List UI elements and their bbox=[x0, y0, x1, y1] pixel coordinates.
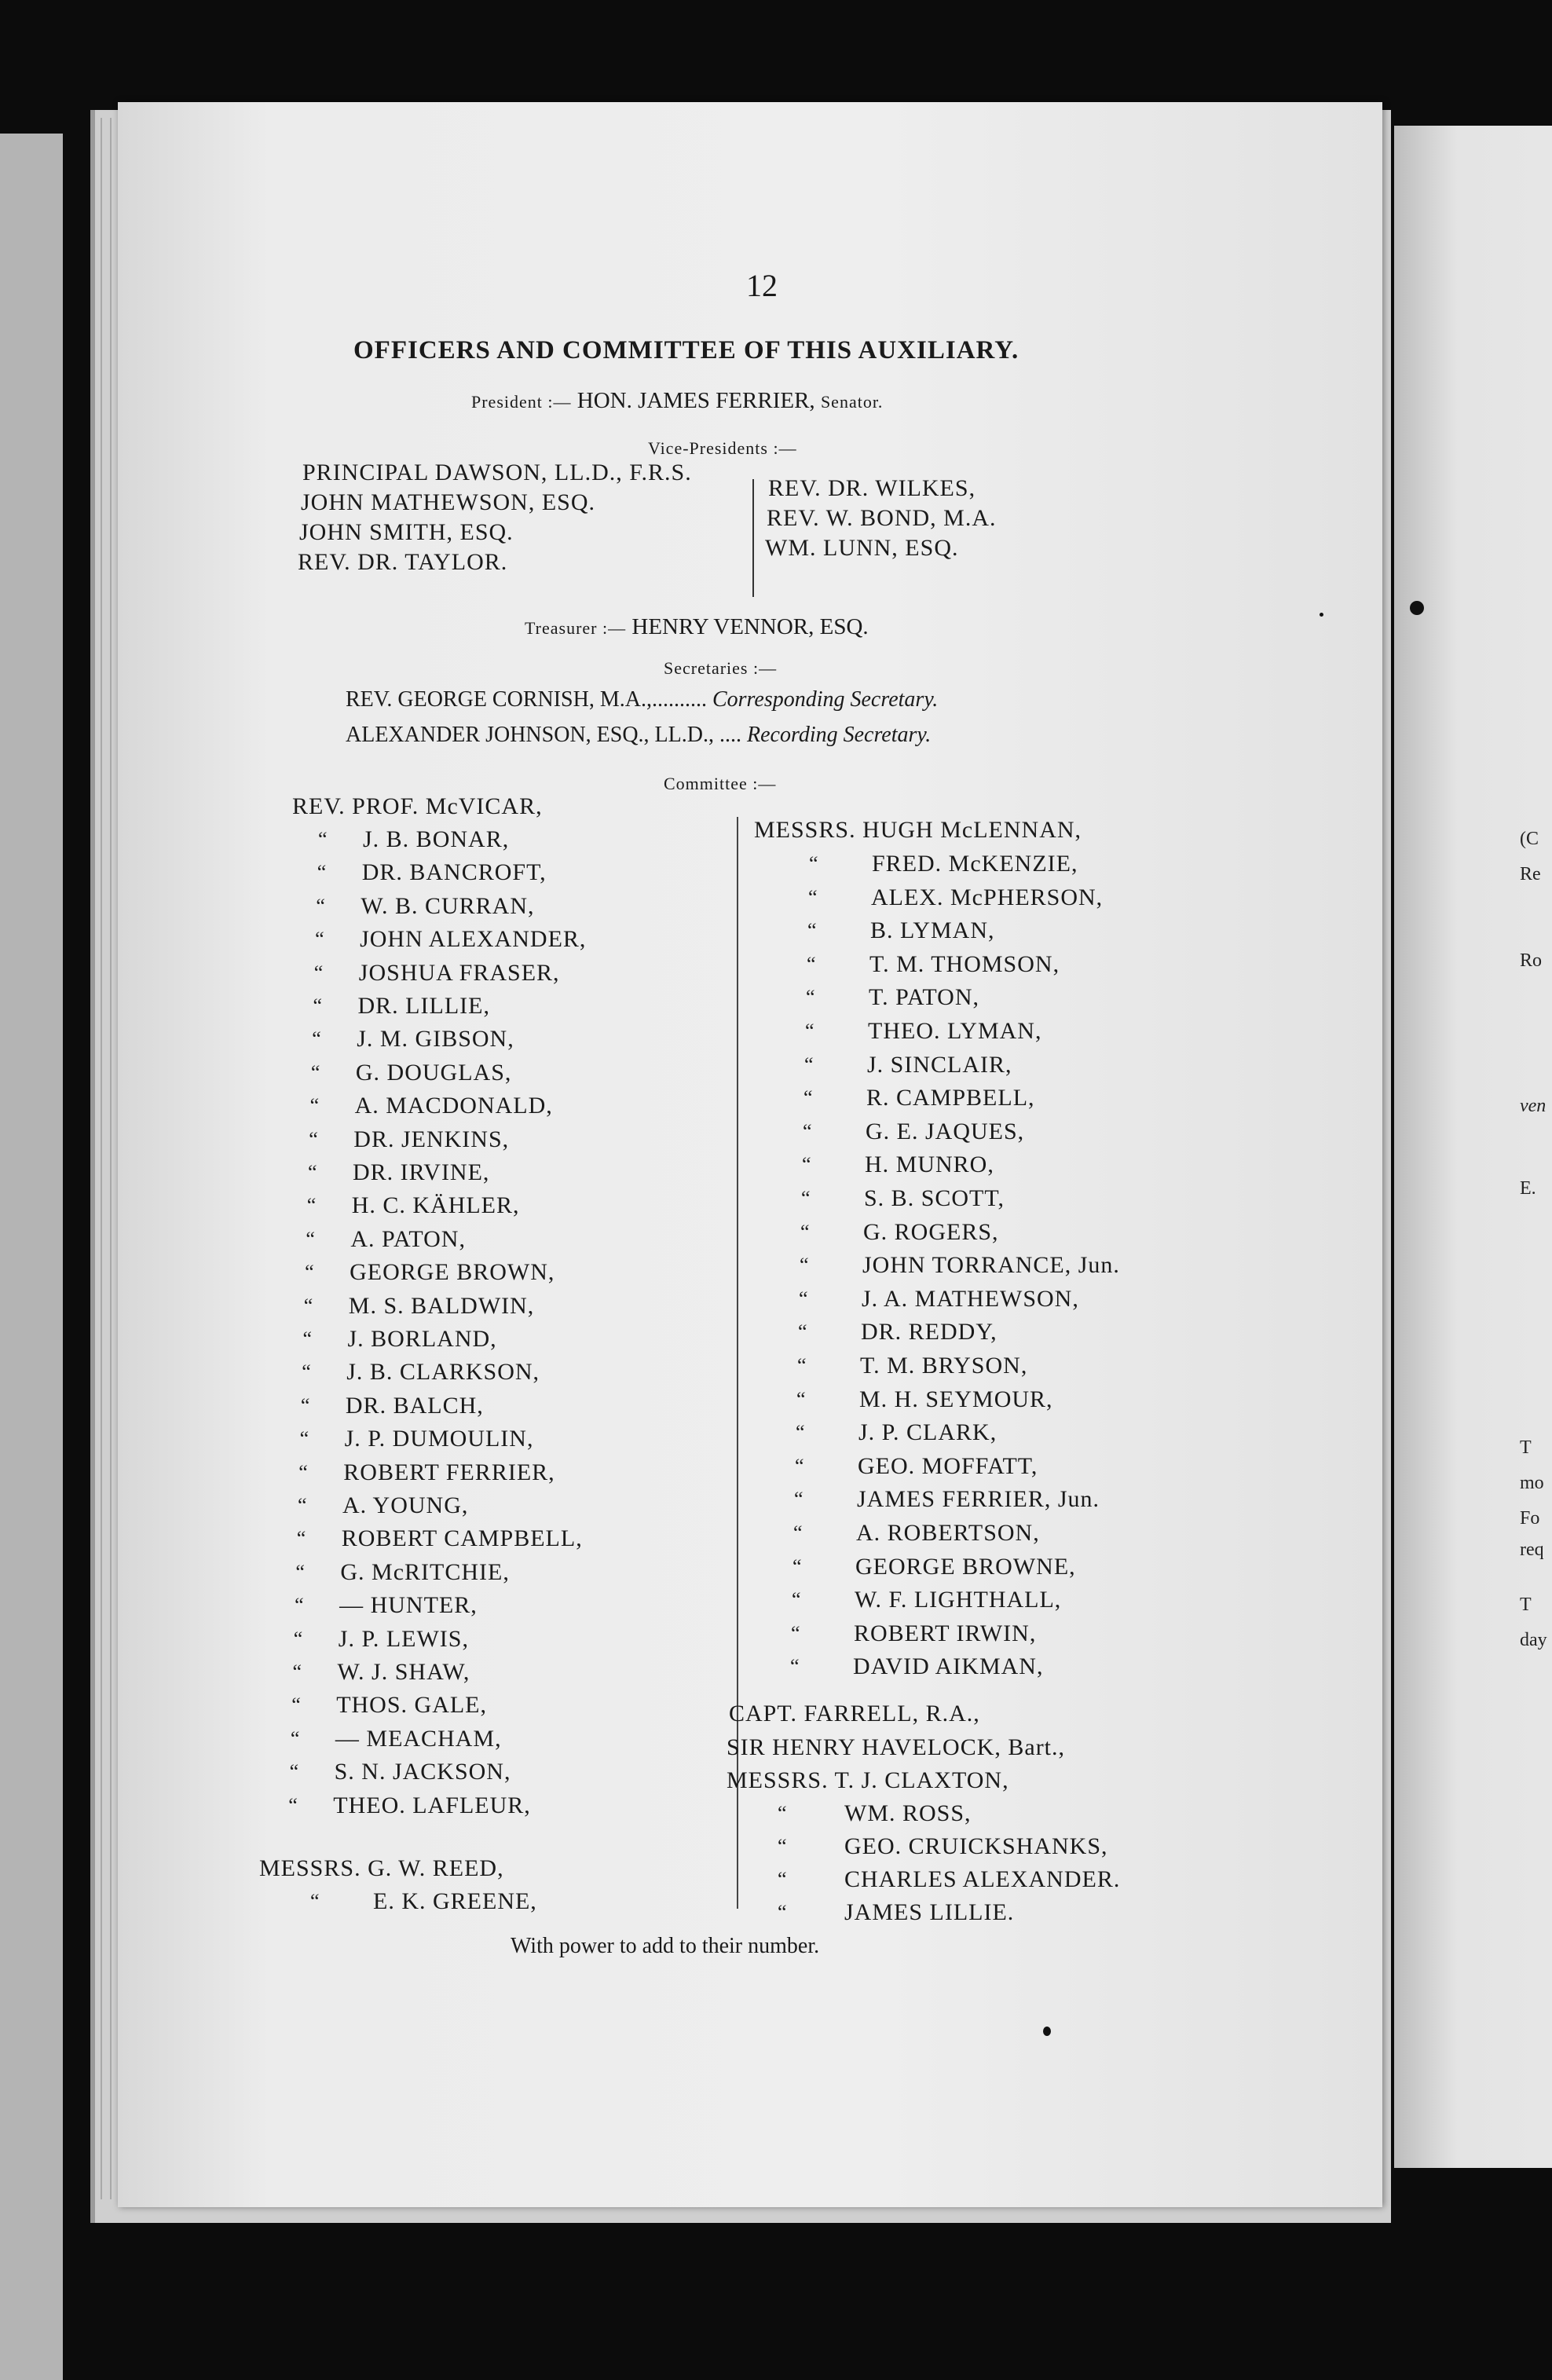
ditto-mark: “ bbox=[309, 1127, 318, 1151]
ink-spot bbox=[1320, 613, 1323, 617]
page-number: 12 bbox=[746, 268, 778, 303]
ditto-mark: “ bbox=[303, 1294, 313, 1317]
ditto-mark: “ bbox=[306, 1227, 315, 1250]
committee-member: CHARLES ALEXANDER. bbox=[844, 1866, 1121, 1892]
adjacent-page-right bbox=[1394, 126, 1552, 2168]
footer-note: With power to add to their number. bbox=[511, 1934, 820, 1958]
ditto-mark: “ bbox=[302, 1327, 313, 1350]
committee-member: G. E. JAQUES, bbox=[866, 1118, 1025, 1144]
committee-member: GEO. CRUICKSHANKS, bbox=[844, 1833, 1108, 1859]
committee-member: A. YOUNG, bbox=[342, 1492, 469, 1518]
adjacent-page-text: ven bbox=[1520, 1096, 1547, 1116]
committee-member: THEO. LYMAN, bbox=[868, 1018, 1042, 1044]
committee-member: H. MUNRO, bbox=[865, 1152, 994, 1178]
ditto-mark: “ bbox=[308, 1161, 317, 1184]
committee-member: JAMES LILLIE. bbox=[844, 1899, 1015, 1925]
ditto-mark: “ bbox=[805, 1020, 814, 1042]
committee-member: MESSRS. G. W. REED, bbox=[259, 1855, 504, 1881]
page-edge-line bbox=[110, 118, 112, 2199]
ditto-mark: “ bbox=[806, 986, 815, 1009]
committee-member: THOS. GALE, bbox=[336, 1692, 488, 1719]
committee-member: S. N. JACKSON, bbox=[334, 1759, 511, 1785]
ditto-mark: “ bbox=[315, 928, 324, 951]
committee-member: J. M. GIBSON, bbox=[357, 1026, 514, 1053]
committee-member: R. CAMPBELL, bbox=[866, 1085, 1035, 1111]
committee-member: — MEACHAM, bbox=[335, 1725, 502, 1752]
committee-member: CAPT. FARRELL, R.A., bbox=[729, 1701, 980, 1726]
vice-president: PRINCIPAL DAWSON, LL.D., F.R.S. bbox=[302, 460, 692, 485]
committee-member: A. PATON, bbox=[350, 1225, 466, 1252]
committee-member: G. McRITCHIE, bbox=[340, 1558, 510, 1585]
adjacent-page-text: Ro bbox=[1520, 950, 1543, 971]
committee-member: S. B. SCOTT, bbox=[864, 1185, 1005, 1211]
ditto-mark: “ bbox=[298, 1494, 307, 1517]
ditto-mark: “ bbox=[798, 1320, 807, 1344]
committee-member: DR. LILLIE, bbox=[357, 993, 490, 1019]
committee-member: E. K. GREENE, bbox=[373, 1888, 537, 1914]
president-name: HON. JAMES FERRIER, bbox=[577, 388, 815, 413]
treasurer-name: HENRY VENNOR, ESQ. bbox=[631, 614, 869, 639]
committee-member: ROBERT IRWIN, bbox=[854, 1620, 1037, 1646]
committee-member: DR. BALCH, bbox=[345, 1392, 484, 1419]
ditto-mark: “ bbox=[800, 1254, 809, 1277]
ditto-mark: “ bbox=[309, 1094, 320, 1118]
ditto-mark: “ bbox=[310, 1060, 320, 1084]
committee-member: J. A. MATHEWSON, bbox=[862, 1285, 1079, 1312]
ditto-mark: “ bbox=[792, 1554, 802, 1578]
adjacent-page-text: T bbox=[1520, 1437, 1532, 1458]
committee-member: ROBERT FERRIER, bbox=[343, 1459, 555, 1485]
ditto-mark: “ bbox=[799, 1287, 808, 1310]
committee-member: G. ROGERS, bbox=[863, 1218, 999, 1245]
ditto-mark: “ bbox=[296, 1527, 306, 1551]
ditto-mark: “ bbox=[316, 894, 325, 917]
ditto-mark: “ bbox=[318, 828, 328, 851]
committee-member: GEO. MOFFATT, bbox=[858, 1452, 1038, 1479]
adjacent-page-text: day bbox=[1520, 1630, 1547, 1650]
adjacent-page-text: mo bbox=[1520, 1473, 1544, 1493]
committee-member: THEO. LAFLEUR, bbox=[333, 1792, 531, 1818]
committee-member: DR. REDDY, bbox=[861, 1319, 997, 1346]
ditto-mark: “ bbox=[803, 1119, 812, 1143]
ditto-mark: “ bbox=[292, 1661, 302, 1683]
committee-member: A. MACDONALD, bbox=[354, 1093, 553, 1119]
ditto-mark: “ bbox=[793, 1521, 803, 1544]
vice-president: REV. W. BOND, M.A. bbox=[767, 505, 997, 531]
adjacent-page-edge-left bbox=[0, 134, 63, 2380]
ditto-mark: “ bbox=[807, 952, 816, 976]
committee-member: T. M. THOMSON, bbox=[869, 950, 1060, 977]
ditto-mark: “ bbox=[803, 1086, 813, 1110]
ditto-mark: “ bbox=[796, 1387, 806, 1411]
secretary-row bbox=[346, 723, 931, 748]
secretary-role: Corresponding Secretary. bbox=[712, 687, 939, 712]
committee-member: A. ROBERTSON, bbox=[856, 1520, 1040, 1546]
committee-member: MESSRS. T. J. CLAXTON, bbox=[727, 1767, 1009, 1793]
ditto-mark: “ bbox=[299, 1427, 309, 1451]
vice-president: REV. DR. TAYLOR. bbox=[298, 549, 508, 575]
committee-member: W. J. SHAW, bbox=[337, 1659, 470, 1685]
committee-member: T. M. BRYSON, bbox=[860, 1353, 1028, 1379]
vice-president: REV. DR. WILKES, bbox=[768, 475, 976, 501]
vice-president: JOHN MATHEWSON, ESQ. bbox=[301, 489, 596, 515]
committee-member: DAVID AIKMAN, bbox=[853, 1653, 1044, 1680]
ditto-mark: “ bbox=[312, 1027, 321, 1051]
committee-member: DR. IRVINE, bbox=[353, 1159, 490, 1185]
ditto-mark: “ bbox=[807, 919, 817, 943]
committee-member: — HUNTER, bbox=[339, 1592, 478, 1619]
ditto-mark: “ bbox=[804, 1053, 814, 1076]
committee-member: M. S. BALDWIN, bbox=[348, 1292, 535, 1319]
ditto-mark: “ bbox=[313, 961, 324, 984]
vice-president: WM. LUNN, ESQ. bbox=[765, 535, 959, 561]
committee-member: M. H. SEYMOUR, bbox=[859, 1386, 1053, 1412]
ditto-mark: “ bbox=[790, 1655, 800, 1679]
adjacent-page-text: T bbox=[1520, 1595, 1532, 1615]
committee-member: FRED. McKENZIE, bbox=[872, 851, 1078, 877]
committee-member: T. PATON, bbox=[869, 984, 979, 1011]
ditto-mark: “ bbox=[808, 885, 818, 909]
ink-spot bbox=[1410, 601, 1424, 615]
secretaries-label: Secretaries :— bbox=[664, 658, 778, 678]
committee-member: JOSHUA FRASER, bbox=[358, 959, 560, 986]
committee-member: DR. JENKINS, bbox=[353, 1126, 510, 1152]
ditto-mark: “ bbox=[778, 1901, 787, 1924]
ditto-mark: “ bbox=[778, 1835, 787, 1858]
adjacent-page-text: Re bbox=[1520, 864, 1541, 884]
ditto-mark: “ bbox=[306, 1194, 317, 1217]
document-page bbox=[118, 102, 1382, 2207]
committee-member: J. B. BONAR, bbox=[363, 826, 510, 852]
ditto-mark: “ bbox=[310, 1890, 320, 1913]
committee-member: J. SINCLAIR, bbox=[867, 1051, 1012, 1078]
secretary-name: ALEXANDER JOHNSON, ESQ., LL.D., .... bbox=[346, 723, 741, 747]
committee-member: GEORGE BROWN, bbox=[350, 1259, 555, 1286]
ditto-mark: “ bbox=[295, 1594, 304, 1617]
vice-presidents-label: Vice-Presidents :— bbox=[648, 438, 797, 458]
ditto-mark: “ bbox=[778, 1868, 787, 1891]
ditto-mark: “ bbox=[801, 1187, 811, 1210]
committee-label: Committee :— bbox=[664, 774, 777, 793]
ditto-mark: “ bbox=[796, 1421, 805, 1444]
ditto-mark: “ bbox=[791, 1621, 800, 1645]
page-edge-line bbox=[101, 118, 102, 2199]
column-divider bbox=[752, 479, 754, 597]
committee-member: SIR HENRY HAVELOCK, Bart., bbox=[727, 1734, 1066, 1760]
adjacent-page-text: E. bbox=[1520, 1178, 1536, 1199]
committee-member: JAMES FERRIER, Jun. bbox=[857, 1486, 1100, 1513]
treasurer-line bbox=[525, 614, 869, 640]
ditto-mark: “ bbox=[313, 994, 323, 1017]
committee-member: W. F. LIGHTHALL, bbox=[855, 1587, 1062, 1613]
ditto-mark: “ bbox=[792, 1588, 801, 1612]
committee-member: REV. PROF. McVICAR, bbox=[292, 793, 543, 819]
ink-spot bbox=[1043, 2027, 1051, 2036]
president-label: President :— bbox=[471, 392, 572, 412]
committee-member: B. LYMAN, bbox=[870, 917, 995, 944]
ditto-mark: “ bbox=[293, 1627, 303, 1650]
committee-member: J. P. LEWIS, bbox=[338, 1625, 469, 1652]
president-line bbox=[471, 388, 883, 414]
committee-member: JOHN TORRANCE, Jun. bbox=[862, 1252, 1120, 1279]
page-title: OFFICERS AND COMMITTEE OF THIS AUXILIARY. bbox=[353, 336, 1019, 364]
committee-member: W. B. CURRAN, bbox=[361, 892, 535, 919]
ditto-mark: “ bbox=[289, 1760, 299, 1784]
committee-member: WM. ROSS, bbox=[844, 1800, 972, 1826]
committee-member: J. BORLAND, bbox=[347, 1326, 497, 1352]
ditto-mark: “ bbox=[305, 1261, 314, 1284]
ditto-mark: “ bbox=[291, 1693, 301, 1717]
secretary-row bbox=[346, 687, 938, 712]
committee-member: MESSRS. HUGH McLENNAN, bbox=[754, 817, 1082, 843]
ditto-mark: “ bbox=[795, 1454, 804, 1477]
committee-member: J. B. CLARKSON, bbox=[346, 1359, 540, 1386]
ditto-mark: “ bbox=[295, 1560, 305, 1584]
vice-president: JOHN SMITH, ESQ. bbox=[299, 519, 514, 545]
committee-member: GEORGE BROWNE, bbox=[855, 1553, 1076, 1580]
ditto-mark: “ bbox=[290, 1726, 300, 1750]
committee-member: H. C. KÄHLER, bbox=[351, 1192, 520, 1219]
committee-member: ROBERT CAMPBELL, bbox=[341, 1525, 583, 1552]
ditto-mark: “ bbox=[794, 1488, 803, 1511]
committee-member: J. P. CLARK, bbox=[858, 1419, 997, 1446]
treasurer-label: Treasurer :— bbox=[525, 618, 627, 638]
ditto-mark: “ bbox=[778, 1802, 787, 1825]
committee-member: ALEX. McPHERSON, bbox=[871, 884, 1104, 910]
ditto-mark: “ bbox=[298, 1460, 308, 1484]
ditto-mark: “ bbox=[802, 1153, 811, 1177]
ditto-mark: “ bbox=[809, 852, 818, 875]
adjacent-page-text: (C bbox=[1520, 829, 1539, 849]
ditto-mark: “ bbox=[300, 1393, 310, 1417]
ditto-mark: “ bbox=[302, 1360, 311, 1384]
committee-member: DR. BANCROFT, bbox=[361, 859, 547, 886]
committee-member: JOHN ALEXANDER, bbox=[360, 926, 587, 953]
ditto-mark: “ bbox=[317, 861, 327, 884]
adjacent-page-text: Fo bbox=[1520, 1508, 1540, 1529]
ditto-mark: “ bbox=[797, 1354, 807, 1377]
ditto-mark: “ bbox=[288, 1793, 298, 1817]
secretary-name: REV. GEORGE CORNISH, M.A.,.......... bbox=[346, 687, 707, 712]
ditto-mark: “ bbox=[800, 1220, 810, 1243]
adjacent-page-text: req bbox=[1520, 1540, 1544, 1560]
committee-member: J. P. DUMOULIN, bbox=[344, 1426, 534, 1452]
committee-member: G. DOUGLAS, bbox=[355, 1059, 512, 1086]
secretary-role: Recording Secretary. bbox=[747, 723, 932, 747]
president-title: Senator. bbox=[820, 392, 884, 412]
